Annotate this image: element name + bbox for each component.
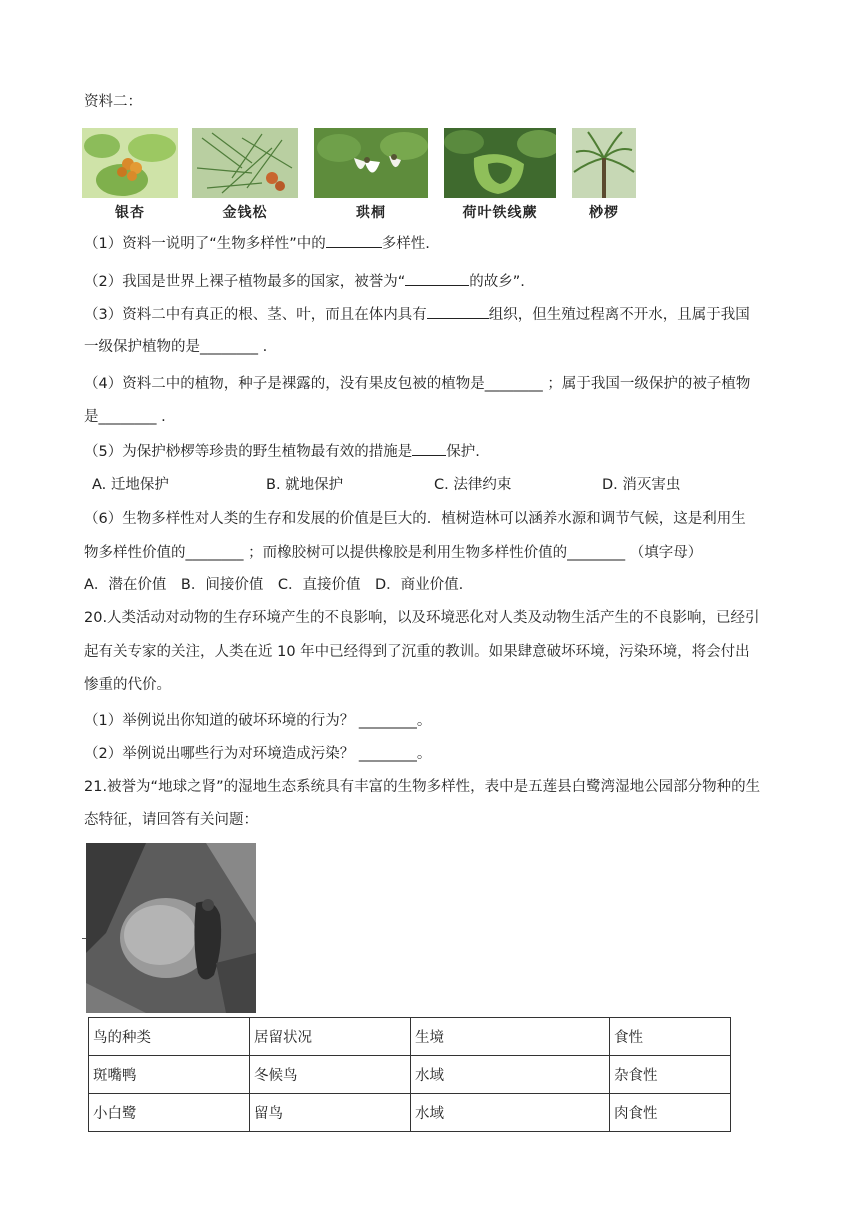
table-cell: 留鸟 bbox=[250, 1094, 411, 1132]
photo-caption: 桫椤 bbox=[589, 205, 619, 221]
ginkgo-photo bbox=[82, 128, 178, 198]
answer-blank[interactable] bbox=[412, 441, 446, 456]
material2-heading: 资料二： bbox=[84, 94, 142, 110]
table-cell: 小白鹭 bbox=[89, 1094, 250, 1132]
photo-caption: 珙桐 bbox=[356, 205, 386, 221]
table-cell: 水域 bbox=[411, 1056, 610, 1094]
table-header-cell: 鸟的种类 bbox=[89, 1018, 250, 1056]
table-row bbox=[89, 1056, 731, 1094]
question-6-line-3: A．潜在价值 B．间接价值 C．直接价值 D．商业价值. bbox=[84, 577, 464, 593]
question-3-text: （3）资料二中有真正的根、茎、叶，而且在体内具有 bbox=[84, 307, 427, 323]
photo-caption: 金钱松 bbox=[222, 205, 268, 221]
photo-caption: 银杏 bbox=[115, 205, 145, 221]
dove-tree-photo bbox=[314, 128, 428, 198]
option-b[interactable]: B. 就地保护 bbox=[266, 477, 344, 493]
question-4-line-2: 是________ . bbox=[84, 409, 166, 425]
question-2-suffix: 的故乡”. bbox=[469, 274, 525, 290]
tree-fern-photo bbox=[572, 128, 636, 198]
answer-blank[interactable] bbox=[427, 304, 489, 319]
question-20-sub-1: （1）举例说出你知道的破坏环境的行为？ ________。 bbox=[84, 713, 432, 729]
question-21-line-2: 态特征，请回答有关问题： bbox=[84, 812, 258, 828]
table-header-row bbox=[89, 1018, 731, 1056]
question-5-options bbox=[92, 473, 752, 493]
table-cell: 肉食性 bbox=[610, 1094, 731, 1132]
question-20-line-2: 起有关专家的关注，人类在近 10 年中已经得到了沉重的教训。如果肆意破坏环境，污染环境，将会付出 bbox=[84, 644, 750, 660]
question-2-text: （2）我国是世界上裸子植物最多的国家，被誉为“ bbox=[84, 274, 406, 290]
table-cell: 水域 bbox=[411, 1094, 610, 1132]
table-cell: 杂食性 bbox=[610, 1056, 731, 1094]
table-cell: 斑嘴鸭 bbox=[89, 1056, 250, 1094]
question-3-line-2: 一级保护植物的是________ . bbox=[84, 339, 268, 355]
question-5-text: （5）为保护桫椤等珍贵的野生植物最有效的措施是 bbox=[84, 444, 413, 460]
question-5-suffix: 保护. bbox=[446, 444, 480, 460]
answer-blank[interactable] bbox=[326, 233, 382, 248]
table-header-cell: 居留状况 bbox=[250, 1018, 411, 1056]
question-3-line-1 bbox=[84, 304, 750, 325]
question-4-line-1: （4）资料二中的植物，种子是裸露的，没有果皮包被的植物是________ ；属于我国一级保护的被子植物 bbox=[84, 376, 751, 392]
question-6-line-2: 物多样性价值的________ ；而橡胶树可以提供橡胶是利用生物多样性价值的________ （填字母） bbox=[84, 545, 703, 561]
lotus-leaf-fern-photo bbox=[444, 128, 556, 198]
question-1 bbox=[84, 233, 430, 254]
option-c[interactable]: C. 法律约束 bbox=[434, 477, 512, 493]
bird-nest-photo bbox=[86, 843, 256, 1013]
question-1-suffix: 多样性. bbox=[381, 236, 430, 252]
bird-species-table bbox=[88, 1017, 731, 1132]
photo-caption: 荷叶铁线蕨 bbox=[462, 205, 538, 221]
golden-larch-photo bbox=[192, 128, 298, 198]
question-20-sub-2: （2）举例说出哪些行为对环境造成污染？ ________。 bbox=[84, 746, 432, 762]
question-21-line-1: 21.被誉为“地球之肾”的湿地生态系统具有丰富的生物多样性，表中是五莲县白鹭湾湿地公园部分物种的生 bbox=[84, 779, 761, 795]
table-header-cell: 食性 bbox=[610, 1018, 731, 1056]
question-3-suffix: 组织，但生殖过程离不开水，且属于我国 bbox=[488, 307, 750, 323]
option-d[interactable]: D. 消灭害虫 bbox=[602, 477, 681, 493]
question-5 bbox=[84, 441, 480, 462]
table-cell: 冬候鸟 bbox=[250, 1056, 411, 1094]
question-2 bbox=[84, 271, 525, 292]
option-a[interactable]: A. 迁地保护 bbox=[92, 477, 169, 493]
question-20-line-3: 惨重的代价。 bbox=[84, 677, 171, 693]
table-row bbox=[89, 1094, 731, 1132]
question-6-line-1: （6）生物多样性对人类的生存和发展的价值是巨大的．植树造林可以涵养水源和调节气候，这是利用生 bbox=[84, 511, 746, 527]
question-20-line-1: 20.人类活动对动物的生存环境产生的不良影响，以及环境恶化对人类及动物生活产生的不良影响，已经引 bbox=[84, 610, 760, 626]
answer-blank[interactable] bbox=[405, 271, 469, 286]
question-1-text: （1）资料一说明了“生物多样性”中的 bbox=[84, 236, 326, 252]
table-header-cell: 生境 bbox=[411, 1018, 610, 1056]
